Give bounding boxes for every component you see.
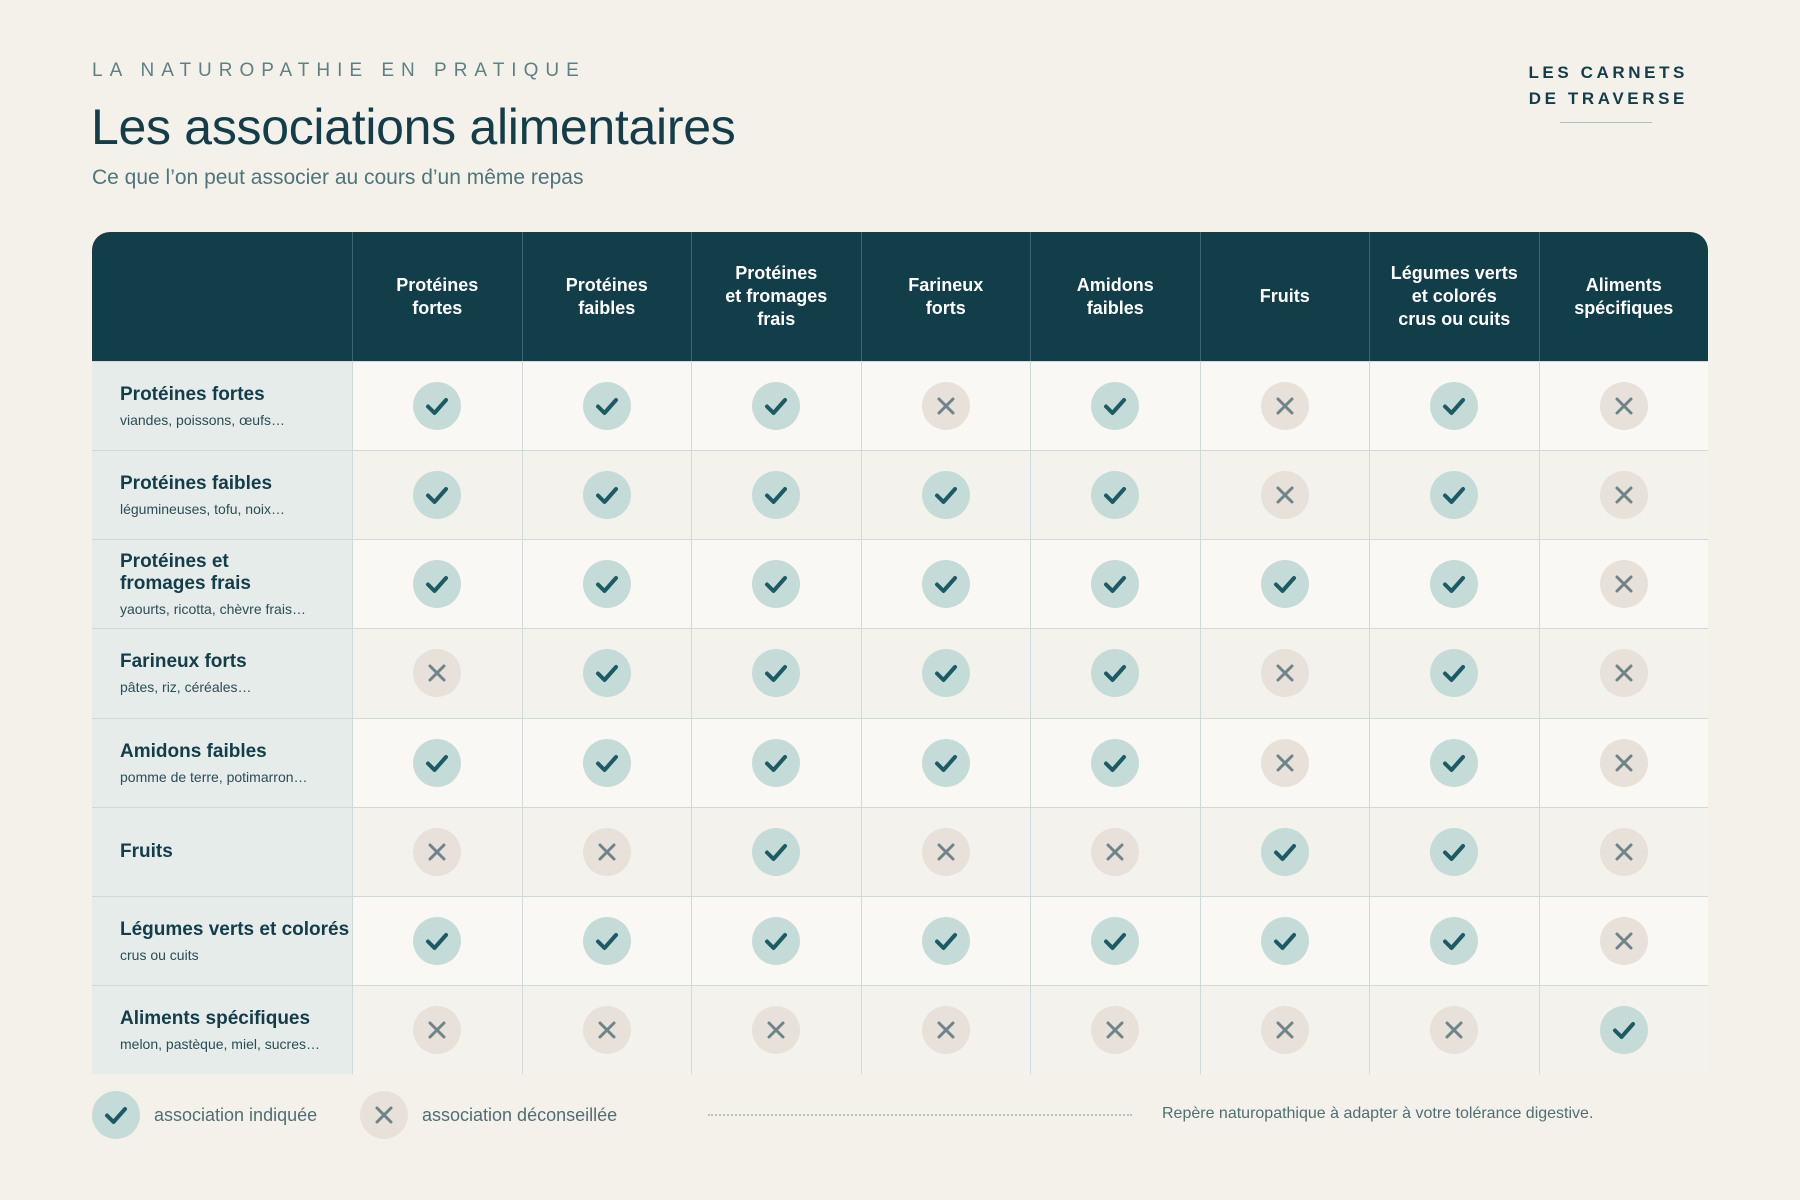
cross-icon [1261,471,1309,519]
matrix-cell [522,361,692,450]
matrix-cell [1030,896,1200,985]
matrix-cell [1539,985,1709,1074]
matrix-cell [691,539,861,628]
check-icon [922,560,970,608]
row-description: melon, pastèque, miel, sucres… [120,1035,320,1052]
row-name: Farineux forts [120,651,247,673]
row-header [92,985,352,1074]
check-icon [583,917,631,965]
cross-icon [922,1006,970,1054]
matrix-cell [1030,628,1200,717]
matrix-cell [1369,807,1539,896]
check-icon [1430,649,1478,697]
matrix-cell [352,807,522,896]
matrix-cell [861,985,1031,1074]
association-matrix [92,232,1708,1074]
matrix-cell [1200,896,1370,985]
cross-icon [922,382,970,430]
matrix-cell [861,718,1031,807]
matrix-cell [1369,985,1539,1074]
check-icon [1430,382,1478,430]
row-name: Aliments spécifiques [120,1007,311,1029]
cross-icon [413,1006,461,1054]
matrix-cell [861,807,1031,896]
matrix-cell [1539,539,1709,628]
matrix-cell [352,628,522,717]
cross-icon [1600,739,1648,787]
cross-icon [1600,917,1648,965]
legend [92,1090,1708,1140]
row-description: pâtes, riz, céréales… [120,679,252,696]
cross-icon [1600,828,1648,876]
row-name: Protéines fortes [120,384,265,406]
matrix-cell [1539,450,1709,539]
matrix-cell [691,896,861,985]
cross-icon [583,828,631,876]
check-icon [583,382,631,430]
cross-icon [1600,649,1648,697]
column-header: Farineux forts [861,232,1031,361]
matrix-cell [522,718,692,807]
row-header [92,450,352,539]
check-icon [752,739,800,787]
check-icon [1430,471,1478,519]
cross-icon [583,1006,631,1054]
cross-icon [922,828,970,876]
matrix-cell [1030,361,1200,450]
cross-icon [1091,828,1139,876]
row-header [92,361,352,450]
page-title: Les associations alimentaires [91,99,736,155]
matrix-cell [1030,718,1200,807]
cross-icon [1261,1006,1309,1054]
row-name: Protéines faibles [120,473,273,495]
matrix-cell [352,539,522,628]
column-header: Fruits [1200,232,1370,361]
matrix-cell [522,628,692,717]
row-header [92,539,352,628]
check-icon [1091,471,1139,519]
cross-icon [1261,382,1309,430]
matrix-cell [1030,539,1200,628]
row-header [92,807,352,896]
matrix-cell [352,361,522,450]
check-icon [752,382,800,430]
check-icon [1261,828,1309,876]
check-icon [583,471,631,519]
matrix-cell [352,896,522,985]
check-icon [922,649,970,697]
matrix-cell [1200,361,1370,450]
cross-icon [1600,471,1648,519]
matrix-cell [861,361,1031,450]
check-icon [1430,828,1478,876]
row-description: viandes, poissons, œufs… [120,412,285,429]
matrix-cell [1200,450,1370,539]
column-header: Aliments spécifiques [1539,232,1709,361]
check-icon [413,382,461,430]
matrix-cell [1369,539,1539,628]
matrix-cell [1539,807,1709,896]
check-icon [1091,649,1139,697]
check-icon [1430,739,1478,787]
matrix-cell [1030,985,1200,1074]
cross-icon [1091,1006,1139,1054]
row-header [92,628,352,717]
column-header: Amidons faibles [1030,232,1200,361]
matrix-cell [1369,628,1539,717]
check-icon [583,649,631,697]
legend-no [360,1090,617,1140]
check-icon [752,917,800,965]
matrix-cell [1369,450,1539,539]
check-icon [413,739,461,787]
matrix-cell [1369,718,1539,807]
matrix-cell [861,450,1031,539]
legend-ok [92,1090,317,1140]
check-icon [1091,739,1139,787]
matrix-cell [1030,450,1200,539]
brand-logo [1488,60,1688,112]
brand-line-1: LES CARNETS [1528,63,1688,82]
row-header [92,718,352,807]
legend-ok-label: association indiquée [154,1104,318,1125]
check-icon [1091,917,1139,965]
matrix-cell [1539,896,1709,985]
matrix-cell [352,450,522,539]
check-icon [752,649,800,697]
header-corner [92,232,352,361]
matrix-cell [352,718,522,807]
check-icon [413,560,461,608]
cross-icon [413,828,461,876]
kicker: LA NATUROPATHIE EN PRATIQUE [92,60,586,81]
matrix-cell [522,539,692,628]
matrix-cell [691,985,861,1074]
legend-no-label: association déconseillée [422,1104,618,1125]
row-description: légumineuses, tofu, noix… [120,501,285,518]
row-name: Protéines et fromages frais [120,551,251,595]
column-header: Légumes verts et colorés crus ou cuits [1369,232,1539,361]
matrix-cell [522,450,692,539]
matrix-cell [1369,361,1539,450]
legend-dotted-divider [708,1114,1132,1116]
matrix-cell [691,807,861,896]
column-header: Protéines et fromages frais [691,232,861,361]
check-icon [92,1091,140,1139]
check-icon [922,739,970,787]
row-name: Fruits [120,840,173,862]
matrix-cell [1539,628,1709,717]
check-icon [752,471,800,519]
check-icon [583,560,631,608]
row-header [92,896,352,985]
matrix-cell [691,718,861,807]
check-icon [752,560,800,608]
matrix-cell [1200,539,1370,628]
check-icon [583,739,631,787]
matrix-cell [1030,807,1200,896]
matrix-cell [522,985,692,1074]
cross-icon [1261,739,1309,787]
check-icon [1091,560,1139,608]
matrix-cell [1539,361,1709,450]
cross-icon [1261,649,1309,697]
matrix-cell [1200,807,1370,896]
matrix-cell [861,896,1031,985]
check-icon [1261,917,1309,965]
matrix-cell [691,628,861,717]
check-icon [922,917,970,965]
cross-icon [1600,382,1648,430]
row-name: Légumes verts et colorés [120,918,350,940]
check-icon [752,828,800,876]
matrix-cell [522,896,692,985]
cross-icon [1430,1006,1478,1054]
check-icon [1091,382,1139,430]
matrix-cell [1200,718,1370,807]
matrix-cell [691,361,861,450]
check-icon [413,471,461,519]
column-header: Protéines faibles [522,232,692,361]
cross-icon [413,649,461,697]
check-icon [922,471,970,519]
matrix-cell [861,628,1031,717]
matrix-cell [1200,985,1370,1074]
check-icon [1600,1006,1648,1054]
brand-line-2: DE TRAVERSE [1528,89,1688,108]
column-header: Protéines fortes [352,232,522,361]
matrix-cell [1200,628,1370,717]
matrix-cell [1369,896,1539,985]
row-name: Amidons faibles [120,740,267,762]
matrix-cell [1539,718,1709,807]
matrix-cell [861,539,1031,628]
cross-icon [360,1091,408,1139]
matrix-cell [522,807,692,896]
check-icon [413,917,461,965]
check-icon [1430,560,1478,608]
page-subtitle: Ce que l’on peut associer au cours d’un même repas [92,166,584,189]
row-description: pomme de terre, potimarron… [120,768,308,785]
row-description: crus ou cuits [120,946,199,963]
cross-icon [1600,560,1648,608]
cross-icon [752,1006,800,1054]
row-description: yaourts, ricotta, chèvre frais… [120,601,306,618]
matrix-cell [352,985,522,1074]
matrix-cell [691,450,861,539]
legend-note: Repère naturopathique à adapter à votre tolérance digestive. [1162,1105,1594,1122]
brand-divider [1560,122,1652,123]
check-icon [1430,917,1478,965]
check-icon [1261,560,1309,608]
